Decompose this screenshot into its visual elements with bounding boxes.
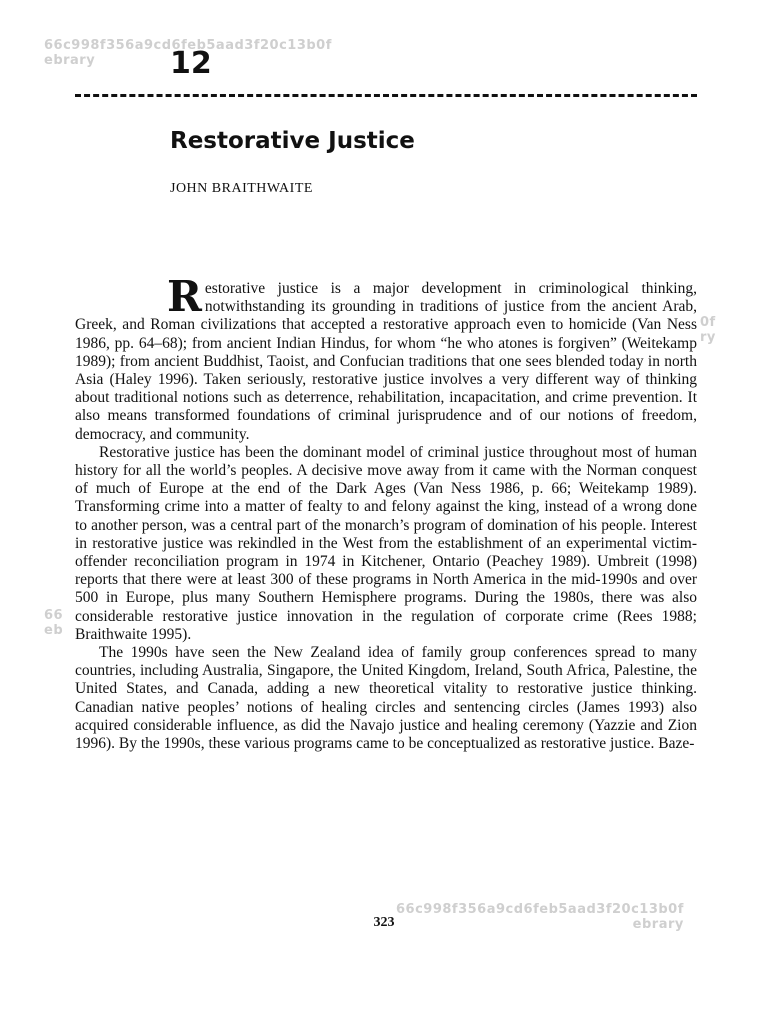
watermark-left-mid bbox=[44, 608, 63, 638]
chapter-author: JOHN BRAITHWAITE bbox=[170, 181, 313, 196]
watermark-brand: ebrary bbox=[632, 917, 684, 932]
chapter-body bbox=[75, 272, 697, 753]
watermark-hash: 66c998f356a9cd6feb5aad3f20c13b0f bbox=[44, 38, 332, 53]
paragraph-1-text: estorative justice is a major development in criminological thinking, notwithstanding its grounding in traditions of justice from the ancient Arab, Greek, and Roman civilizations that accepted a restorative approach even to homicide (Van Ness 1986, pp. 64–68); from ancient Indian Hindus, for whom “he who atones is forgiven” (Weitekamp 1989); from ancient Buddhist, Taoist, and Confucian traditions that one sees blended today in north Asia (Haley 1996). Taken seriously, restorative justice involves a very different way of thinking about traditional notions such as deterrence, rehabilitation, incapacitation, and crime prevention. It also means transformed foundations of criminal jurisprudence and of our notions of freedom, democracy, and community. bbox=[75, 280, 697, 443]
watermark-hash: 0f bbox=[700, 315, 716, 330]
page-number: 323 bbox=[373, 915, 395, 930]
paragraph-3: The 1990s have seen the New Zealand idea of family group conferences spread to many countries, including Australia, Singapore, the United Kingdom, Ireland, South Africa, Palestine, the United States, and Canada, adding a new theoretical vitality to restorative justice thinking. Canadian native peoples’ notions of healing circles and sentencing circles (James 1993) also acquired considerable influence, as did the Navajo justice and healing ceremony (Yazzie and Zion 1996). By the 1990s, these various programs came to be conceptualized as restorative justice. Baze- bbox=[75, 644, 697, 753]
watermark-brand: ebrary bbox=[44, 53, 96, 68]
drop-cap: R bbox=[167, 272, 202, 321]
watermark-brand: ry bbox=[700, 330, 716, 345]
watermark-brand: eb bbox=[44, 623, 64, 638]
chapter-divider bbox=[75, 94, 697, 97]
watermark-hash: 66c998f356a9cd6feb5aad3f20c13b0f bbox=[396, 902, 684, 917]
chapter-number: 12 bbox=[170, 46, 212, 81]
watermark-right-mid bbox=[700, 315, 716, 345]
paragraph-2: Restorative justice has been the dominant model of criminal justice throughout most of human history for all the world’s peoples. A decisive move away from it came with the Norman conquest of much of Europe at the end of the Dark Ages (Van Ness 1986, p. 66; Weitekamp 1989). Transforming crime into a matter of fealty to and felony against the king, instead of a wrong done to another person, was a central part of the monarch’s program of domination of his people. Interest in restorative justice was rekindled in the West from the establishment of an experimental victim-offender reconciliation program in 1974 in Kitchener, Ontario (Peachey 1989). Umbreit (1998) reports that there were at least 300 of these programs in North America in the mid-1990s and over 500 in Europe, plus many Southern Hemisphere programs. During the 1980s, there was also considerable restorative justice innovation in the regulation of corporate crime (Rees 1988; Braithwaite 1995). bbox=[75, 443, 697, 643]
watermark-hash: 66 bbox=[44, 608, 64, 623]
chapter-title: Restorative Justice bbox=[170, 128, 415, 154]
paragraph-1 bbox=[75, 272, 697, 444]
